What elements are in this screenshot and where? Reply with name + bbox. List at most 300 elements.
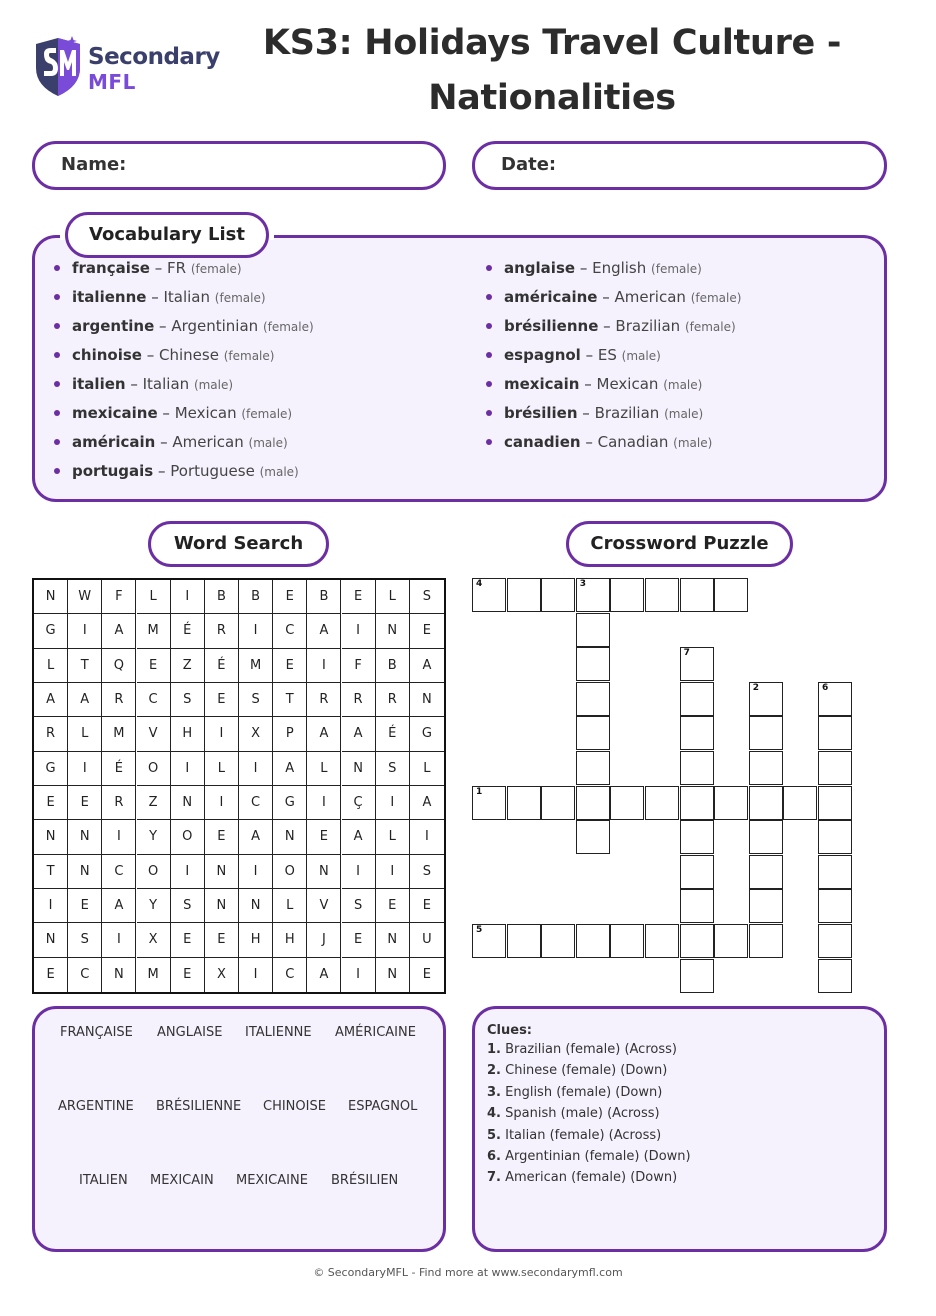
crossword-cell[interactable] xyxy=(749,889,783,923)
vocab-english: Mexican xyxy=(596,375,659,393)
crossword-cell[interactable] xyxy=(749,855,783,889)
crossword-clue-number: 7 xyxy=(683,648,690,659)
logo-text-mfl: MFL xyxy=(88,70,136,94)
word-search-cell[interactable]: I xyxy=(102,923,136,957)
crossword-cell[interactable] xyxy=(749,716,783,750)
bullet-icon xyxy=(54,381,60,387)
clue-text: Brazilian (female) (Across) xyxy=(505,1042,677,1057)
word-bank-item: BRÉSILIEN xyxy=(331,1173,399,1188)
word-search-cell[interactable]: I xyxy=(342,958,376,992)
word-search-cell[interactable]: Y xyxy=(137,820,171,854)
word-search-cell[interactable]: L xyxy=(205,752,239,786)
word-search-cell[interactable]: E xyxy=(307,820,341,854)
word-search-cell[interactable]: N xyxy=(68,855,102,889)
crossword-cell[interactable] xyxy=(680,820,714,854)
word-search-cell[interactable]: U xyxy=(410,923,444,957)
word-search-cell[interactable]: A xyxy=(307,717,341,751)
crossword-clue-number: 6 xyxy=(822,682,829,693)
word-search-cell[interactable]: S xyxy=(171,889,205,923)
word-search-cell[interactable]: C xyxy=(102,855,136,889)
crossword-cell[interactable] xyxy=(818,959,852,993)
crossword-cell[interactable] xyxy=(507,924,541,958)
word-search-cell[interactable]: A xyxy=(34,683,68,717)
word-search-cell[interactable]: B xyxy=(376,649,410,683)
word-search-cell[interactable]: I xyxy=(205,786,239,820)
vocab-item: brésilien – Brazilian (male) xyxy=(482,402,741,431)
word-search-cell[interactable]: B xyxy=(307,580,341,614)
vocab-french: française xyxy=(72,259,150,277)
word-search-cell[interactable]: R xyxy=(102,786,136,820)
word-search-cell[interactable]: C xyxy=(137,683,171,717)
word-search-cell[interactable]: E xyxy=(410,889,444,923)
word-search-cell[interactable]: I xyxy=(376,786,410,820)
word-search-cell[interactable]: I xyxy=(239,855,273,889)
name-field[interactable] xyxy=(32,141,446,190)
word-search-cell[interactable]: E xyxy=(273,649,307,683)
word-search-cell[interactable]: É xyxy=(205,649,239,683)
word-bank-item: BRÉSILIENNE xyxy=(156,1099,242,1114)
word-search-cell[interactable]: E xyxy=(68,786,102,820)
bullet-icon xyxy=(486,265,492,271)
clue-text: Argentinian (female) (Down) xyxy=(505,1149,691,1164)
word-search-cell[interactable]: T xyxy=(273,683,307,717)
word-search-cell[interactable]: A xyxy=(239,820,273,854)
word-search-cell[interactable]: E xyxy=(68,889,102,923)
word-search-cell[interactable]: T xyxy=(34,855,68,889)
word-search-cell[interactable]: A xyxy=(307,614,341,648)
logo-text-secondary: Secondary xyxy=(88,44,220,70)
word-search-cell[interactable]: E xyxy=(205,683,239,717)
word-search-cell[interactable]: I xyxy=(171,580,205,614)
vocab-gender: (male) xyxy=(664,407,704,421)
crossword-cell[interactable] xyxy=(576,820,610,854)
word-search-cell[interactable]: H xyxy=(273,923,307,957)
clue-number: 3. xyxy=(487,1085,501,1100)
crossword-cell[interactable] xyxy=(680,889,714,923)
crossword-clue-number: 1 xyxy=(476,786,483,797)
word-search-cell[interactable]: V xyxy=(307,889,341,923)
crossword-cell[interactable] xyxy=(507,578,541,612)
word-search-cell[interactable]: Y xyxy=(137,889,171,923)
word-search-cell[interactable]: M xyxy=(137,958,171,992)
vocab-french: canadien xyxy=(504,433,581,451)
vocab-gender: (female) xyxy=(241,407,293,421)
word-search-cell[interactable]: N xyxy=(205,889,239,923)
word-search-cell[interactable]: I xyxy=(342,855,376,889)
word-search-cell[interactable]: L xyxy=(410,752,444,786)
vocab-english: ES xyxy=(597,346,617,364)
word-search-cell[interactable]: E xyxy=(171,923,205,957)
word-search-cell[interactable]: H xyxy=(239,923,273,957)
crossword-cell[interactable] xyxy=(680,716,714,750)
word-search-cell[interactable]: I xyxy=(410,820,444,854)
vocab-french: italienne xyxy=(72,288,147,306)
vocab-list-right xyxy=(482,257,741,460)
word-search-cell[interactable]: F xyxy=(342,649,376,683)
word-search-cell[interactable]: E xyxy=(342,923,376,957)
bullet-icon xyxy=(54,323,60,329)
word-search-cell[interactable]: P xyxy=(273,717,307,751)
crossword-cell[interactable] xyxy=(680,855,714,889)
word-search-cell[interactable]: I xyxy=(239,752,273,786)
word-search-cell[interactable]: I xyxy=(376,855,410,889)
word-search-cell[interactable]: S xyxy=(410,580,444,614)
logo-mark-icon xyxy=(32,34,84,98)
word-search-cell[interactable]: G xyxy=(34,752,68,786)
word-search-cell[interactable]: N xyxy=(376,614,410,648)
word-search-cell[interactable]: É xyxy=(102,752,136,786)
word-search-cell[interactable]: I xyxy=(205,717,239,751)
crossword-cell[interactable] xyxy=(749,751,783,785)
word-search-cell[interactable]: A xyxy=(410,649,444,683)
clue-item xyxy=(487,1042,677,1057)
vocab-item: espagnol – ES (male) xyxy=(482,344,741,373)
vocab-gender: (female) xyxy=(690,291,742,305)
crossword-cell[interactable] xyxy=(714,578,748,612)
word-search-cell[interactable]: W xyxy=(68,580,102,614)
crossword-cell[interactable] xyxy=(818,751,852,785)
clues-title: Clues: xyxy=(487,1023,533,1038)
bullet-icon xyxy=(486,410,492,416)
word-search-cell[interactable]: S xyxy=(410,855,444,889)
word-search-cell[interactable]: G xyxy=(273,786,307,820)
word-bank-panel xyxy=(32,1006,446,1252)
crossword-cell[interactable] xyxy=(749,786,783,820)
word-search-cell[interactable]: E xyxy=(171,958,205,992)
clue-item xyxy=(487,1106,660,1121)
word-search-cell[interactable]: L xyxy=(273,889,307,923)
crossword-cell[interactable] xyxy=(576,924,610,958)
vocab-item: brésilienne – Brazilian (female) xyxy=(482,315,741,344)
bullet-icon xyxy=(54,352,60,358)
word-bank-item: MEXICAIN xyxy=(150,1173,214,1188)
word-search-cell[interactable]: I xyxy=(307,649,341,683)
vocab-gender: (male) xyxy=(259,465,299,479)
crossword-cell[interactable] xyxy=(576,682,610,716)
clue-item xyxy=(487,1085,662,1100)
vocab-french: mexicain xyxy=(504,375,580,393)
crossword-cell[interactable] xyxy=(680,924,714,958)
crossword-heading: Crossword Puzzle xyxy=(566,521,793,567)
word-search-cell[interactable]: A xyxy=(273,752,307,786)
word-search-cell[interactable]: I xyxy=(342,614,376,648)
bullet-icon xyxy=(54,265,60,271)
vocab-item: américain – American (male) xyxy=(50,431,314,460)
word-search-cell[interactable]: H xyxy=(171,717,205,751)
vocab-gender: (male) xyxy=(663,378,703,392)
word-search-cell[interactable]: X xyxy=(205,958,239,992)
word-search-cell[interactable]: J xyxy=(307,923,341,957)
word-search-cell[interactable]: R xyxy=(34,717,68,751)
word-search-cell[interactable]: I xyxy=(171,752,205,786)
word-bank-item: AMÉRICAINE xyxy=(335,1025,416,1040)
crossword-cell[interactable] xyxy=(610,924,644,958)
word-search-cell[interactable]: E xyxy=(205,923,239,957)
crossword-cell[interactable] xyxy=(576,647,610,681)
word-search-cell[interactable]: N xyxy=(376,958,410,992)
clue-text: Spanish (male) (Across) xyxy=(505,1106,660,1121)
word-search-cell[interactable]: N xyxy=(171,786,205,820)
crossword-cell[interactable] xyxy=(576,613,610,647)
crossword-cell[interactable] xyxy=(645,924,679,958)
crossword-cell[interactable] xyxy=(749,924,783,958)
vocab-gender: (female) xyxy=(684,320,736,334)
crossword-cell[interactable] xyxy=(714,786,748,820)
word-bank-item: ITALIEN xyxy=(79,1173,128,1188)
word-search-cell[interactable]: N xyxy=(68,820,102,854)
word-search-cell[interactable]: I xyxy=(307,786,341,820)
word-search-cell[interactable]: S xyxy=(376,752,410,786)
word-search-cell[interactable]: O xyxy=(137,752,171,786)
word-search-cell[interactable]: E xyxy=(137,649,171,683)
word-search-cell[interactable]: E xyxy=(34,958,68,992)
word-search-cell[interactable]: N xyxy=(410,683,444,717)
vocab-french: américaine xyxy=(504,288,598,306)
crossword-cell[interactable] xyxy=(541,924,575,958)
vocab-gender: (male) xyxy=(673,436,713,450)
bullet-icon xyxy=(486,294,492,300)
word-bank-item: MEXICAINE xyxy=(236,1173,308,1188)
word-bank-item: ARGENTINE xyxy=(58,1099,134,1114)
crossword-cell[interactable] xyxy=(818,716,852,750)
date-field[interactable] xyxy=(472,141,887,190)
bullet-icon xyxy=(486,323,492,329)
vocab-gender: (male) xyxy=(621,349,661,363)
bullet-icon xyxy=(54,410,60,416)
word-search-cell[interactable]: M xyxy=(137,614,171,648)
word-search-cell[interactable]: L xyxy=(307,752,341,786)
word-search-cell[interactable]: A xyxy=(102,889,136,923)
vocab-english: English xyxy=(592,259,647,277)
word-search-cell[interactable]: A xyxy=(68,683,102,717)
word-search-cell[interactable]: N xyxy=(376,923,410,957)
crossword-cell[interactable] xyxy=(680,682,714,716)
word-search-cell[interactable]: L xyxy=(137,580,171,614)
crossword-cell[interactable] xyxy=(507,786,541,820)
date-label: Date: xyxy=(501,154,557,175)
word-search-cell[interactable]: L xyxy=(376,580,410,614)
crossword-cell[interactable] xyxy=(610,786,644,820)
word-search-cell[interactable]: E xyxy=(410,614,444,648)
word-search-cell[interactable]: N xyxy=(342,752,376,786)
crossword-cell[interactable] xyxy=(680,786,714,820)
crossword-clue-number: 5 xyxy=(476,925,483,935)
word-search-cell[interactable]: N xyxy=(205,855,239,889)
word-search-heading: Word Search xyxy=(148,521,329,567)
crossword-cell[interactable] xyxy=(818,889,852,923)
word-search-cell[interactable]: E xyxy=(376,889,410,923)
vocab-english: Argentinian xyxy=(171,317,259,335)
vocab-item: française – FR (female) xyxy=(50,257,314,286)
vocab-item: portugais – Portuguese (male) xyxy=(50,460,314,489)
crossword-cell[interactable] xyxy=(610,578,644,612)
vocab-french: italien xyxy=(72,375,126,393)
word-search-cell[interactable]: I xyxy=(171,855,205,889)
word-search-cell[interactable]: Q xyxy=(102,649,136,683)
crossword-cell[interactable] xyxy=(714,924,748,958)
word-search-cell[interactable]: N xyxy=(102,958,136,992)
bullet-icon xyxy=(486,352,492,358)
word-search-cell[interactable]: C xyxy=(273,614,307,648)
word-bank-item: CHINOISE xyxy=(263,1099,326,1114)
word-search-cell[interactable]: Z xyxy=(171,649,205,683)
word-search-cell[interactable]: T xyxy=(68,649,102,683)
crossword-cell[interactable] xyxy=(818,786,852,820)
word-search-cell[interactable]: E xyxy=(205,820,239,854)
vocab-gender: (female) xyxy=(223,349,275,363)
word-search-cell[interactable]: Z xyxy=(137,786,171,820)
crossword-cell[interactable] xyxy=(818,855,852,889)
vocab-english: Brazilian xyxy=(594,404,660,422)
word-search-cell[interactable]: R xyxy=(342,683,376,717)
word-search-cell[interactable]: R xyxy=(307,683,341,717)
word-search-cell[interactable]: M xyxy=(102,717,136,751)
word-search-cell[interactable]: Ç xyxy=(342,786,376,820)
crossword-cell[interactable] xyxy=(818,820,852,854)
word-search-cell[interactable]: I xyxy=(239,614,273,648)
crossword-cell[interactable] xyxy=(680,578,714,612)
word-search-cell[interactable]: E xyxy=(34,786,68,820)
word-search-cell[interactable]: A xyxy=(307,958,341,992)
word-search-cell[interactable]: R xyxy=(205,614,239,648)
vocab-item: chinoise – Chinese (female) xyxy=(50,344,314,373)
word-search-cell[interactable]: O xyxy=(273,855,307,889)
word-bank-item: ITALIENNE xyxy=(245,1025,312,1040)
word-search-cell[interactable]: X xyxy=(137,923,171,957)
word-search-cell[interactable]: E xyxy=(422,966,432,982)
word-search-cell[interactable]: C xyxy=(273,958,307,992)
word-search-cell[interactable]: F xyxy=(102,580,136,614)
crossword-cell[interactable] xyxy=(576,751,610,785)
word-search-cell[interactable]: A xyxy=(342,717,376,751)
word-search-cell[interactable]: É xyxy=(376,717,410,751)
clue-text: American (female) (Down) xyxy=(505,1170,678,1185)
word-search-cell[interactable]: E xyxy=(273,580,307,614)
bullet-icon xyxy=(486,381,492,387)
vocab-french: mexicaine xyxy=(72,404,158,422)
crossword-cell[interactable] xyxy=(541,786,575,820)
word-search-cell[interactable]: C xyxy=(68,958,102,992)
clue-item xyxy=(487,1063,667,1078)
word-search-cell[interactable]: G xyxy=(34,614,68,648)
crossword-cell[interactable] xyxy=(749,820,783,854)
crossword-clue-number: 4 xyxy=(476,579,483,589)
word-search-cell[interactable]: B xyxy=(205,580,239,614)
page-title: KS3: Holidays Travel Culture - Nationalities xyxy=(262,23,842,118)
word-search-cell[interactable]: L xyxy=(376,820,410,854)
word-search-cell[interactable]: N xyxy=(34,820,68,854)
vocab-english: FR xyxy=(167,259,187,277)
vocab-french: brésilienne xyxy=(504,317,599,335)
vocabulary-heading: Vocabulary List xyxy=(65,212,269,258)
word-search-cell[interactable]: N xyxy=(307,855,341,889)
crossword-cell[interactable] xyxy=(576,786,610,820)
bullet-icon xyxy=(486,439,492,445)
word-search-cell[interactable]: E xyxy=(342,580,376,614)
word-search-cell[interactable]: B xyxy=(239,580,273,614)
word-search-cell[interactable]: I xyxy=(68,752,102,786)
crossword-cell[interactable] xyxy=(541,578,575,612)
vocab-gender: (female) xyxy=(651,262,702,276)
clue-text: Italian (female) (Across) xyxy=(505,1128,662,1143)
vocab-item: argentine – Argentinian (female) xyxy=(50,315,314,344)
vocab-french: anglaise xyxy=(504,259,576,277)
word-search-cell[interactable]: I xyxy=(239,958,273,992)
vocab-item: mexicain – Mexican (male) xyxy=(482,373,741,402)
word-search-cell[interactable]: N xyxy=(273,820,307,854)
word-search-cell[interactable]: R xyxy=(376,683,410,717)
vocab-list-left xyxy=(50,257,314,489)
word-search-cell[interactable]: I xyxy=(34,889,68,923)
logo xyxy=(32,34,222,100)
crossword-cell[interactable] xyxy=(783,786,817,820)
crossword-clue-number: 3 xyxy=(579,579,587,589)
bullet-icon xyxy=(54,439,60,445)
vocab-item: italien – Italian (male) xyxy=(50,373,314,402)
word-search-cell[interactable]: S xyxy=(342,889,376,923)
word-search-cell[interactable]: S xyxy=(171,683,205,717)
word-search-cell[interactable]: M xyxy=(239,649,273,683)
crossword-cell[interactable] xyxy=(645,786,679,820)
clue-number: 7. xyxy=(487,1170,501,1185)
clue-text: English (female) (Down) xyxy=(505,1085,663,1100)
crossword-cell[interactable] xyxy=(680,959,714,993)
clue-number: 6. xyxy=(487,1149,501,1164)
crossword-cell[interactable] xyxy=(818,924,852,958)
word-search-cell[interactable]: I xyxy=(68,614,102,648)
vocab-french: argentine xyxy=(72,317,155,335)
word-search-cell[interactable]: É xyxy=(171,614,205,648)
word-search-cell[interactable]: C xyxy=(239,786,273,820)
word-search-cell[interactable]: N xyxy=(34,580,68,614)
clue-number: 4. xyxy=(487,1106,501,1121)
vocab-english: American xyxy=(614,288,686,306)
word-search-cell[interactable]: A xyxy=(410,786,444,820)
word-search-cell[interactable]: N xyxy=(239,889,273,923)
vocab-gender: (female) xyxy=(262,320,314,334)
word-search-cell[interactable]: G xyxy=(410,717,444,751)
word-search-cell[interactable]: A xyxy=(102,614,136,648)
word-search-cell[interactable]: V xyxy=(137,717,171,751)
word-search-cell[interactable]: R xyxy=(102,683,136,717)
vocab-item: mexicaine – Mexican (female) xyxy=(50,402,314,431)
word-search-cell[interactable]: L xyxy=(68,717,102,751)
word-search-cell[interactable]: L xyxy=(34,649,68,683)
vocab-french: chinoise xyxy=(72,346,142,364)
clue-number: 5. xyxy=(487,1128,501,1143)
word-search-cell[interactable]: X xyxy=(239,717,273,751)
word-search-cell[interactable]: O xyxy=(171,820,205,854)
crossword-cell[interactable] xyxy=(576,716,610,750)
word-search-cell[interactable]: S xyxy=(68,923,102,957)
word-search-cell[interactable]: I xyxy=(102,820,136,854)
vocab-french: brésilien xyxy=(504,404,578,422)
vocab-gender: (male) xyxy=(248,436,288,450)
word-search-cell[interactable]: A xyxy=(342,820,376,854)
word-bank-item: FRANÇAISE xyxy=(60,1025,133,1040)
word-search-cell[interactable]: N xyxy=(34,923,68,957)
clue-item xyxy=(487,1149,691,1164)
crossword-cell[interactable] xyxy=(645,578,679,612)
clue-item xyxy=(487,1128,661,1143)
clue-number: 1. xyxy=(487,1042,501,1057)
crossword-cell[interactable] xyxy=(680,751,714,785)
vocab-gender: (female) xyxy=(190,262,242,276)
footer: © SecondaryMFL - Find more at www.secondarymfl.com xyxy=(313,1266,623,1279)
word-search-cell[interactable]: S xyxy=(239,683,273,717)
vocab-item: canadien – Canadian (male) xyxy=(482,431,741,460)
word-search-cell[interactable]: O xyxy=(137,855,171,889)
